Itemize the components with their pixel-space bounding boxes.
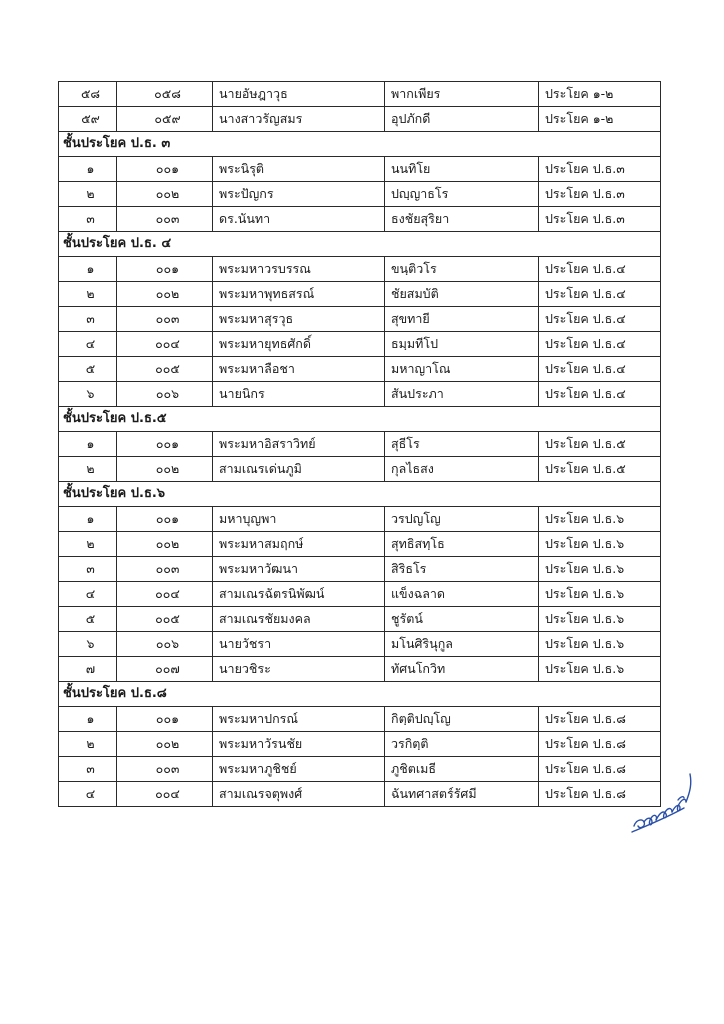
surname: มโนศิรินุกูล (385, 632, 539, 657)
candidate-code: ๐๐๓ (117, 307, 213, 332)
candidate-code: ๐๐๓ (117, 757, 213, 782)
row-number: ๒ (59, 282, 117, 307)
exam-level: ประโยค ป.ธ.๘ (539, 732, 661, 757)
surname: สุทธิสทฺโธ (385, 532, 539, 557)
first-name: พระมหาวัรนชัย (213, 732, 385, 757)
row-number: ๔ (59, 582, 117, 607)
row-number: ๕ (59, 357, 117, 382)
exam-level: ประโยค ป.ธ.๔ (539, 332, 661, 357)
candidate-code: ๐๐๒ (117, 732, 213, 757)
table-row (59, 307, 661, 332)
section-title: ชั้นประโยค ป.ธ. ๔ (59, 232, 661, 257)
candidate-code: ๐๐๖ (117, 382, 213, 407)
table-row (59, 782, 661, 807)
candidate-code: ๐๐๑ (117, 707, 213, 732)
surname: พากเพียร (385, 82, 539, 107)
exam-level: ประโยค ป.ธ.๖ (539, 532, 661, 557)
table-row (59, 632, 661, 657)
first-name: พระมหาพุทธสรณ์ (213, 282, 385, 307)
first-name: พระมหาภูชิชย์ (213, 757, 385, 782)
surname: มหาญาโณ (385, 357, 539, 382)
table-row (59, 282, 661, 307)
exam-level: ประโยค ป.ธ.๔ (539, 307, 661, 332)
candidate-code: ๐๐๑ (117, 257, 213, 282)
exam-level: ประโยค ป.ธ.๖ (539, 557, 661, 582)
candidate-code: ๐๐๕ (117, 607, 213, 632)
surname: ธมฺมทีโป (385, 332, 539, 357)
row-number: ๑ (59, 507, 117, 532)
exam-level: ประโยค ป.ธ.๔ (539, 257, 661, 282)
candidate-code: ๐๐๑ (117, 507, 213, 532)
surname: กุลไธสง (385, 457, 539, 482)
candidate-code: ๐๐๔ (117, 782, 213, 807)
exam-level: ประโยค ๑-๒ (539, 107, 661, 132)
table-row (59, 607, 661, 632)
candidate-code: ๐๐๒ (117, 457, 213, 482)
candidate-code: ๐๐๒ (117, 532, 213, 557)
row-number: ๕ (59, 607, 117, 632)
surname: ปญฺญาธโร (385, 182, 539, 207)
surname: ฉันทศาสตร์รัศมี (385, 782, 539, 807)
first-name: พระมหาลือชา (213, 357, 385, 382)
table-row (59, 257, 661, 282)
row-number: ๑ (59, 432, 117, 457)
first-name: มหาบุญพา (213, 507, 385, 532)
row-number: ๑ (59, 257, 117, 282)
exam-level: ประโยค ป.ธ.๘ (539, 782, 661, 807)
first-name: นายวชิระ (213, 657, 385, 682)
exam-level: ประโยค ป.ธ.๖ (539, 507, 661, 532)
first-name: สามเณรเด่นภูมิ (213, 457, 385, 482)
first-name: พระมหาวรบรรณ (213, 257, 385, 282)
exam-level: ประโยค ป.ธ.๘ (539, 707, 661, 732)
section-header-row (59, 132, 661, 157)
row-number: ๒ (59, 732, 117, 757)
surname: สุธีโร (385, 432, 539, 457)
first-name: ดร.นันทา (213, 207, 385, 232)
row-number: ๓ (59, 207, 117, 232)
table-row (59, 382, 661, 407)
candidate-code: ๐๕๙ (117, 107, 213, 132)
table-row (59, 657, 661, 682)
candidate-code: ๐๐๓ (117, 207, 213, 232)
first-name: พระปัญกร (213, 182, 385, 207)
surname: ภูชิตเมธี (385, 757, 539, 782)
row-number: ๒ (59, 532, 117, 557)
section-header-row (59, 682, 661, 707)
first-name: พระมหายุทธศักดิ์ (213, 332, 385, 357)
first-name: พระนิรุติ (213, 157, 385, 182)
first-name: นายอัษฎาวุธ (213, 82, 385, 107)
table-row (59, 107, 661, 132)
candidate-code: ๐๐๔ (117, 582, 213, 607)
roster-body (59, 82, 661, 807)
candidate-code: ๐๐๕ (117, 357, 213, 382)
table-row (59, 357, 661, 382)
row-number: ๔ (59, 332, 117, 357)
surname: อุปภักดี (385, 107, 539, 132)
table-row (59, 332, 661, 357)
surname: กิตฺติปญฺโญ (385, 707, 539, 732)
exam-level: ประโยค ป.ธ.๖ (539, 632, 661, 657)
first-name: พระมหาปกรณ์ (213, 707, 385, 732)
surname: สันประภา (385, 382, 539, 407)
section-title: ชั้นประโยค ป.ธ.๖ (59, 482, 661, 507)
row-number: ๕๙ (59, 107, 117, 132)
table-row (59, 582, 661, 607)
section-title: ชั้นประโยค ป.ธ.๘ (59, 682, 661, 707)
surname: นนทิโย (385, 157, 539, 182)
row-number: ๓ (59, 307, 117, 332)
exam-level: ประโยค ป.ธ.๕ (539, 432, 661, 457)
surname: ขนฺติวโร (385, 257, 539, 282)
table-row (59, 207, 661, 232)
table-row (59, 757, 661, 782)
section-header-row (59, 407, 661, 432)
exam-level: ประโยค ป.ธ.๓ (539, 207, 661, 232)
table-row (59, 182, 661, 207)
candidate-code: ๐๐๗ (117, 657, 213, 682)
row-number: ๑ (59, 707, 117, 732)
row-number: ๕๘ (59, 82, 117, 107)
surname: ชัยสมบัติ (385, 282, 539, 307)
table-row (59, 82, 661, 107)
exam-level: ประโยค ป.ธ.๕ (539, 457, 661, 482)
surname: สุขทายี (385, 307, 539, 332)
exam-level: ประโยค ป.ธ.๓ (539, 157, 661, 182)
exam-level: ประโยค ป.ธ.๔ (539, 382, 661, 407)
surname: แข็งฉลาด (385, 582, 539, 607)
row-number: ๖ (59, 632, 117, 657)
candidate-code: ๐๐๑ (117, 432, 213, 457)
section-header-row (59, 482, 661, 507)
surname: สิริธโร (385, 557, 539, 582)
first-name: สามเณรจตุพงศ์ (213, 782, 385, 807)
first-name: นายนิกร (213, 382, 385, 407)
table-row (59, 457, 661, 482)
table-row (59, 557, 661, 582)
table-row (59, 532, 661, 557)
first-name: พระมหาสมฤกษ์ (213, 532, 385, 557)
surname: ชูรัตน์ (385, 607, 539, 632)
first-name: พระมหาอิสราวิทย์ (213, 432, 385, 457)
surname: วรกิตฺติ (385, 732, 539, 757)
surname: ธงชัยสุริยา (385, 207, 539, 232)
candidate-code: ๐๐๒ (117, 282, 213, 307)
candidate-code: ๐๐๔ (117, 332, 213, 357)
row-number: ๒ (59, 457, 117, 482)
exam-level: ประโยค ป.ธ.๓ (539, 182, 661, 207)
row-number: ๒ (59, 182, 117, 207)
row-number: ๖ (59, 382, 117, 407)
first-name: สามเณรฉัตรนิพัฒน์ (213, 582, 385, 607)
first-name: พระมหาวัฒนา (213, 557, 385, 582)
section-title: ชั้นประโยค ป.ธ.๕ (59, 407, 661, 432)
first-name: นายวัชรา (213, 632, 385, 657)
surname: วรปญโญ (385, 507, 539, 532)
table-row (59, 707, 661, 732)
section-header-row (59, 232, 661, 257)
candidate-code: ๐๐๑ (117, 157, 213, 182)
table-row (59, 432, 661, 457)
first-name: พระมหาสุรวุธ (213, 307, 385, 332)
handwritten-signature (626, 760, 706, 840)
candidate-code: ๐๕๘ (117, 82, 213, 107)
row-number: ๔ (59, 782, 117, 807)
candidate-code: ๐๐๒ (117, 182, 213, 207)
exam-level: ประโยค ป.ธ.๖ (539, 657, 661, 682)
exam-level: ประโยค ป.ธ.๘ (539, 757, 661, 782)
row-number: ๑ (59, 157, 117, 182)
exam-level: ประโยค ๑-๒ (539, 82, 661, 107)
table-row (59, 157, 661, 182)
first-name: สามเณรชัยมงคล (213, 607, 385, 632)
student-roster-table (58, 81, 661, 807)
exam-level: ประโยค ป.ธ.๔ (539, 357, 661, 382)
candidate-code: ๐๐๓ (117, 557, 213, 582)
row-number: ๓ (59, 557, 117, 582)
candidate-code: ๐๐๖ (117, 632, 213, 657)
exam-level: ประโยค ป.ธ.๔ (539, 282, 661, 307)
section-title: ชั้นประโยค ป.ธ. ๓ (59, 132, 661, 157)
surname: ทัศนโกวิท (385, 657, 539, 682)
row-number: ๓ (59, 757, 117, 782)
exam-level: ประโยค ป.ธ.๖ (539, 607, 661, 632)
first-name: นางสาวรัญสมร (213, 107, 385, 132)
row-number: ๗ (59, 657, 117, 682)
exam-level: ประโยค ป.ธ.๖ (539, 582, 661, 607)
table-row (59, 507, 661, 532)
table-row (59, 732, 661, 757)
